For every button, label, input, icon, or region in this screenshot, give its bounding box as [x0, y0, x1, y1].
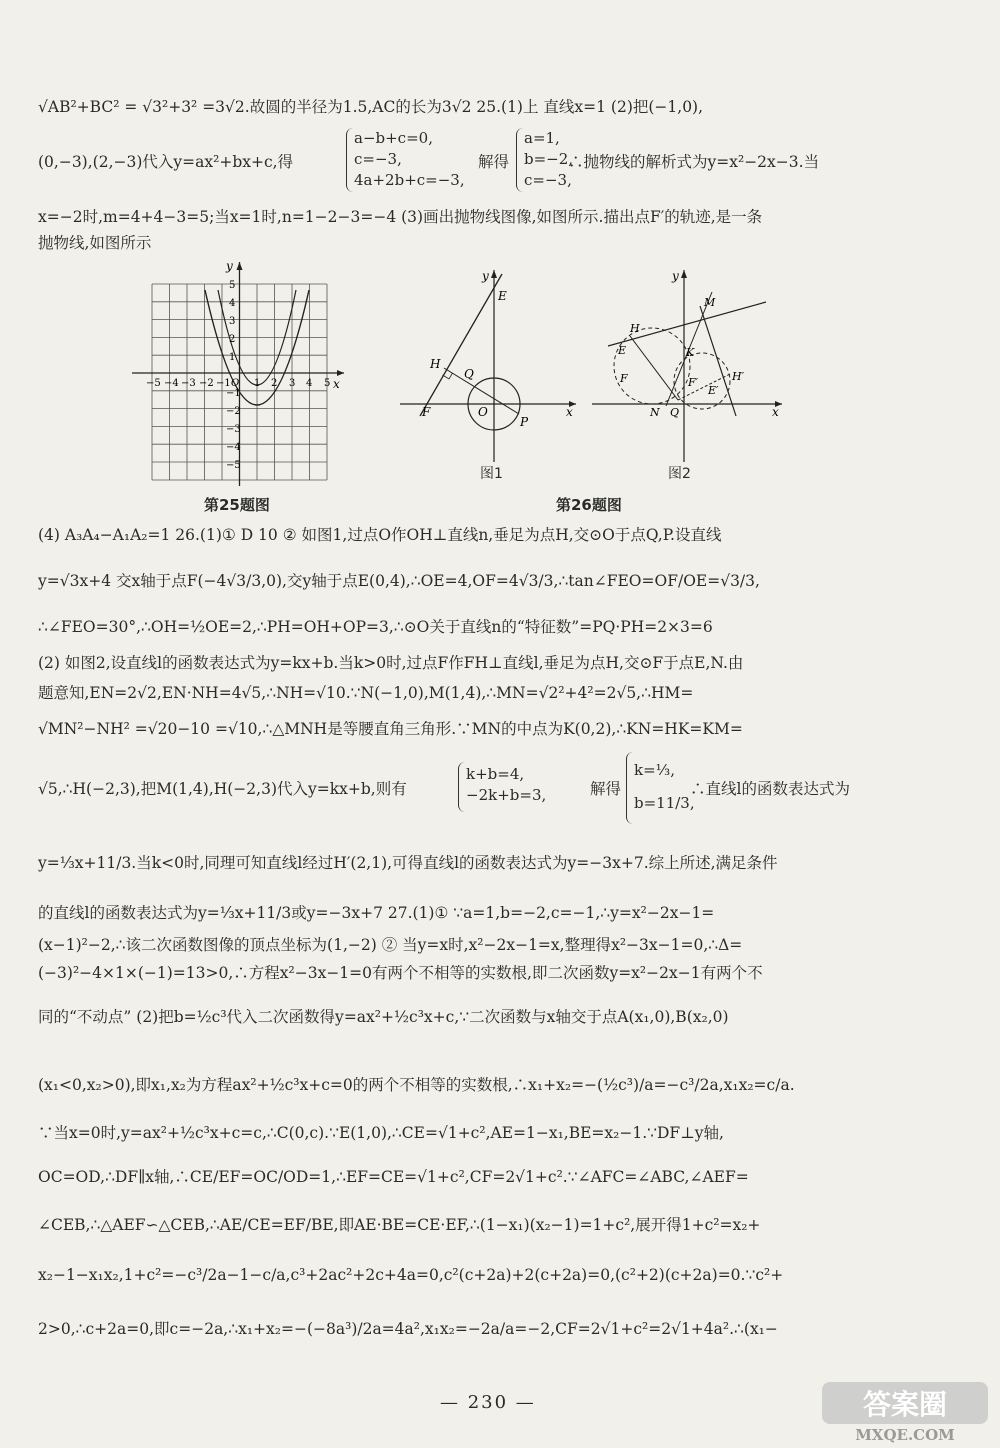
system-brace [458, 762, 465, 812]
text-line: (x₁<0,x₂>0),即x₁,x₂为方程ax²+½c³x+c=0的两个不相等的实数根,∴x₁+x₂=−(½c³)/a=−c³/2a,x₁x₂=c/a. [38, 1076, 795, 1094]
equation: 4a+2b+c=−3, [354, 171, 465, 189]
text-line: √5,∴H(−2,3),把M(1,4),H(−2,3)代入y=kx+b,则有 [38, 780, 407, 798]
text-line: 解得 [478, 153, 510, 171]
page-number: — 230 — [440, 1392, 536, 1413]
y-label: y [672, 269, 679, 283]
tick-label: −1 [226, 388, 241, 399]
y-tick-labels [226, 280, 241, 471]
point-m-label: M [704, 296, 716, 309]
text-line: (4) A₃A₄−A₁A₂=1 26.(1)① D 10 ② 如图1,过点O作OH⊥直线n,垂足为点H,交⊙O于点Q,P.设直线 [38, 526, 722, 544]
tick-label: 5 [324, 378, 331, 389]
tick-label: −5 [146, 378, 161, 389]
point-f-prime-label: F′ [688, 376, 699, 389]
point-e-label: E [618, 344, 627, 357]
tick-label: −1 [216, 378, 231, 389]
equation: c=−3, [524, 171, 572, 189]
text-line: 题意知,EN=2√2,EN·NH=4√5,∴NH=√10.∵N(−1,0),M(1,4),∴MN=√2²+4²=2√5,∴HM= [38, 684, 694, 702]
text-line: ∴抛物线的解析式为y=x²−2x−3.当 [568, 153, 820, 171]
text-line: OC=OD,∴DF∥x轴,∴CE/EF=OC/OD=1,∴EF=CE=√1+c²,CF=2√1+c².∵∠AFC=∠ABC,∠AEF= [38, 1168, 749, 1186]
y-label: y [226, 259, 233, 273]
tick-label: 3 [229, 316, 236, 327]
system-brace [626, 752, 633, 824]
y-axis-arrow [681, 270, 687, 278]
text-line: y=√3x+4 交x轴于点F(−4√3/3,0),交y轴于点E(0,4),∴OE=4,OF=4√3/3,∴tan∠FEO=OF/OE=√3/3, [38, 572, 760, 590]
equation-system-4 [634, 760, 695, 814]
equation-system-1 [354, 128, 465, 191]
tick-label: −4 [164, 378, 179, 389]
text-line: ∴直线l的函数表达式为 [690, 780, 850, 798]
equation: k+b=4, [466, 765, 525, 783]
system-brace [516, 128, 523, 192]
figure-25-caption: 第25题图 [204, 496, 270, 514]
tick-label: 3 [289, 378, 296, 389]
circle-f-prime-dashed [674, 353, 730, 409]
origin-label: O [231, 378, 240, 389]
point-h-prime-label: H′ [732, 370, 745, 383]
tick-label: 1 [229, 352, 236, 363]
text-line: (x−1)²−2,∴该二次函数图像的顶点坐标为(1,−2) ② 当y=x时,x²−2x−1=x,整理得x²−3x−1=0,∴Δ= [38, 936, 743, 954]
point-q-label: Q [464, 367, 474, 381]
watermark-logo [820, 1378, 990, 1444]
text-line: ∠CEB,∴△AEF∽△CEB,∴AE/CE=EF/BE,即AE·BE=CE·EF,∴(1−x₁)(x₂−1)=1+c²,展开得1+c²=x₂+ [38, 1216, 761, 1234]
text-line: √MN²−NH² =√20−10 =√10,∴△MNH是等腰直角三角形.∵MN的中点为K(0,2),∴KN=HK=KM= [38, 720, 743, 738]
figure-26-caption: 第26题图 [556, 496, 622, 514]
x-axis-arrow [337, 370, 344, 376]
figure-1-label: 图1 [480, 466, 503, 482]
system-brace [346, 128, 353, 192]
figure-2-label: 图2 [668, 466, 691, 482]
point-p-label: P [520, 415, 529, 429]
text-line: y=⅓x+11/3.当k<0时,同理可知直线l经过H′(2,1),可得直线l的函数表达式为y=−3x+7.综上所述,满足条件 [38, 854, 778, 872]
text-line: 同的“不动点” (2)把b=½c³代入二次函数得y=ax²+½c³x+c,∵二次函数与x轴交于点A(x₁,0),B(x₂,0) [38, 1008, 729, 1026]
segment-hn [630, 336, 678, 400]
equation-system-3 [466, 764, 546, 806]
tick-label: −5 [226, 460, 241, 471]
x-label: x [772, 405, 779, 419]
point-o-label: O [478, 405, 488, 419]
y-axis-arrow [491, 270, 497, 278]
watermark-text: MXQE.COM [855, 1426, 955, 1444]
figure-25-graph [128, 258, 350, 490]
point-e-prime-label: E′ [708, 384, 719, 397]
text-line: ∴∠FEO=30°,∴OH=½OE=2,∴PH=OH+OP=3,∴⊙O关于直线n的“特征数”=PQ·PH=2×3=6 [38, 618, 713, 636]
text-line: (0,−3),(2,−3)代入y=ax²+bx+c,得 [38, 153, 294, 171]
tick-label: −3 [226, 424, 241, 435]
line-n [420, 274, 502, 416]
equation: b=11/3, [634, 794, 695, 812]
tick-label: −4 [226, 442, 241, 453]
equation: a=1, [524, 129, 560, 147]
point-k-label: K [686, 346, 695, 359]
equation: −2k+b=3, [466, 786, 547, 804]
point-q-label: Q [670, 406, 680, 419]
watermark-brand-text: 答案圈 [862, 1388, 948, 1421]
y-label: y [482, 269, 489, 283]
point-f-label: F [620, 372, 628, 385]
tick-label: 4 [306, 378, 313, 389]
tick-label: −3 [181, 378, 196, 389]
text-line: 的直线l的函数表达式为y=⅓x+11/3或y=−3x+7 27.(1)① ∵a=1,b=−2,c=−1,∴y=x²−2x−1= [38, 904, 715, 922]
equation-system-2 [524, 128, 573, 191]
text-line: (−3)²−4×1×(−1)=13>0,∴方程x²−3x−1=0有两个不相等的实数根,即二次函数y=x²−2x−1有两个不 [38, 964, 763, 982]
equation: a−b+c=0, [354, 129, 433, 147]
figure-26-diagram-2 [590, 266, 786, 466]
figure-26-diagram-1 [398, 266, 578, 466]
text-line: 2>0,∴c+2a=0,即c=−2a,∴x₁+x₂=−(−8a³)/2a=4a²,x₁x₂=−2a/a=−2,CF=2√1+c²=2√1+4a².∴(x₁− [38, 1320, 778, 1338]
y-axis-arrow [237, 262, 243, 270]
tick-label: 2 [229, 334, 236, 345]
tick-label: 5 [229, 280, 236, 291]
equation: b=−2, [524, 150, 574, 168]
line-l-2 [700, 306, 736, 416]
point-h-label: H [630, 322, 640, 335]
tick-label: 4 [229, 298, 236, 309]
text-line: 抛物线,如图所示 [38, 234, 152, 252]
text-line: x=−2时,m=4+4−3=5;当x=1时,n=1−2−3=−4 (3)画出抛物线图像,如图所示.描出点F′的轨迹,是一条 [38, 208, 763, 226]
segment-nh-prime [678, 374, 730, 400]
text-line: ∵当x=0时,y=ax²+½c³x+c=c,∴C(0,c).∵E(1,0),∴CE=√1+c²,AE=1−x₁,BE=x₂−1.∵DF⊥y轴, [38, 1124, 724, 1142]
tick-label: −2 [226, 406, 241, 417]
point-f-label: F [422, 405, 431, 419]
text-line: x₂−1−x₁x₂,1+c²=−c³/2a−1−c/a,c³+2ac²+2c+4a=0,c²(c+2a)+2(c+2a)=0,(c²+2)(c+2a)=0.∵c²+ [38, 1266, 784, 1284]
point-h-label: H [430, 357, 441, 371]
tick-label: 2 [271, 378, 278, 389]
tick-label: 1 [254, 378, 261, 389]
tick-label: −2 [199, 378, 214, 389]
text-line: 解得 [590, 780, 622, 798]
x-label: x [566, 405, 573, 419]
equation: c=−3, [354, 150, 402, 168]
point-n-label: N [650, 406, 660, 419]
text-line: √AB²+BC² = √3²+3² =3√2.故圆的半径为1.5,AC的长为3√2 25.(1)上 直线x=1 (2)把(−1,0), [38, 98, 704, 116]
point-e-label: E [498, 289, 507, 303]
equation: k=⅓, [634, 761, 675, 779]
text-line: (2) 如图2,设直线l的函数表达式为y=kx+b.当k>0时,过点F作FH⊥直线l,垂足为点H,交⊙F于点E,N.由 [38, 654, 744, 672]
x-label: x [333, 377, 340, 391]
